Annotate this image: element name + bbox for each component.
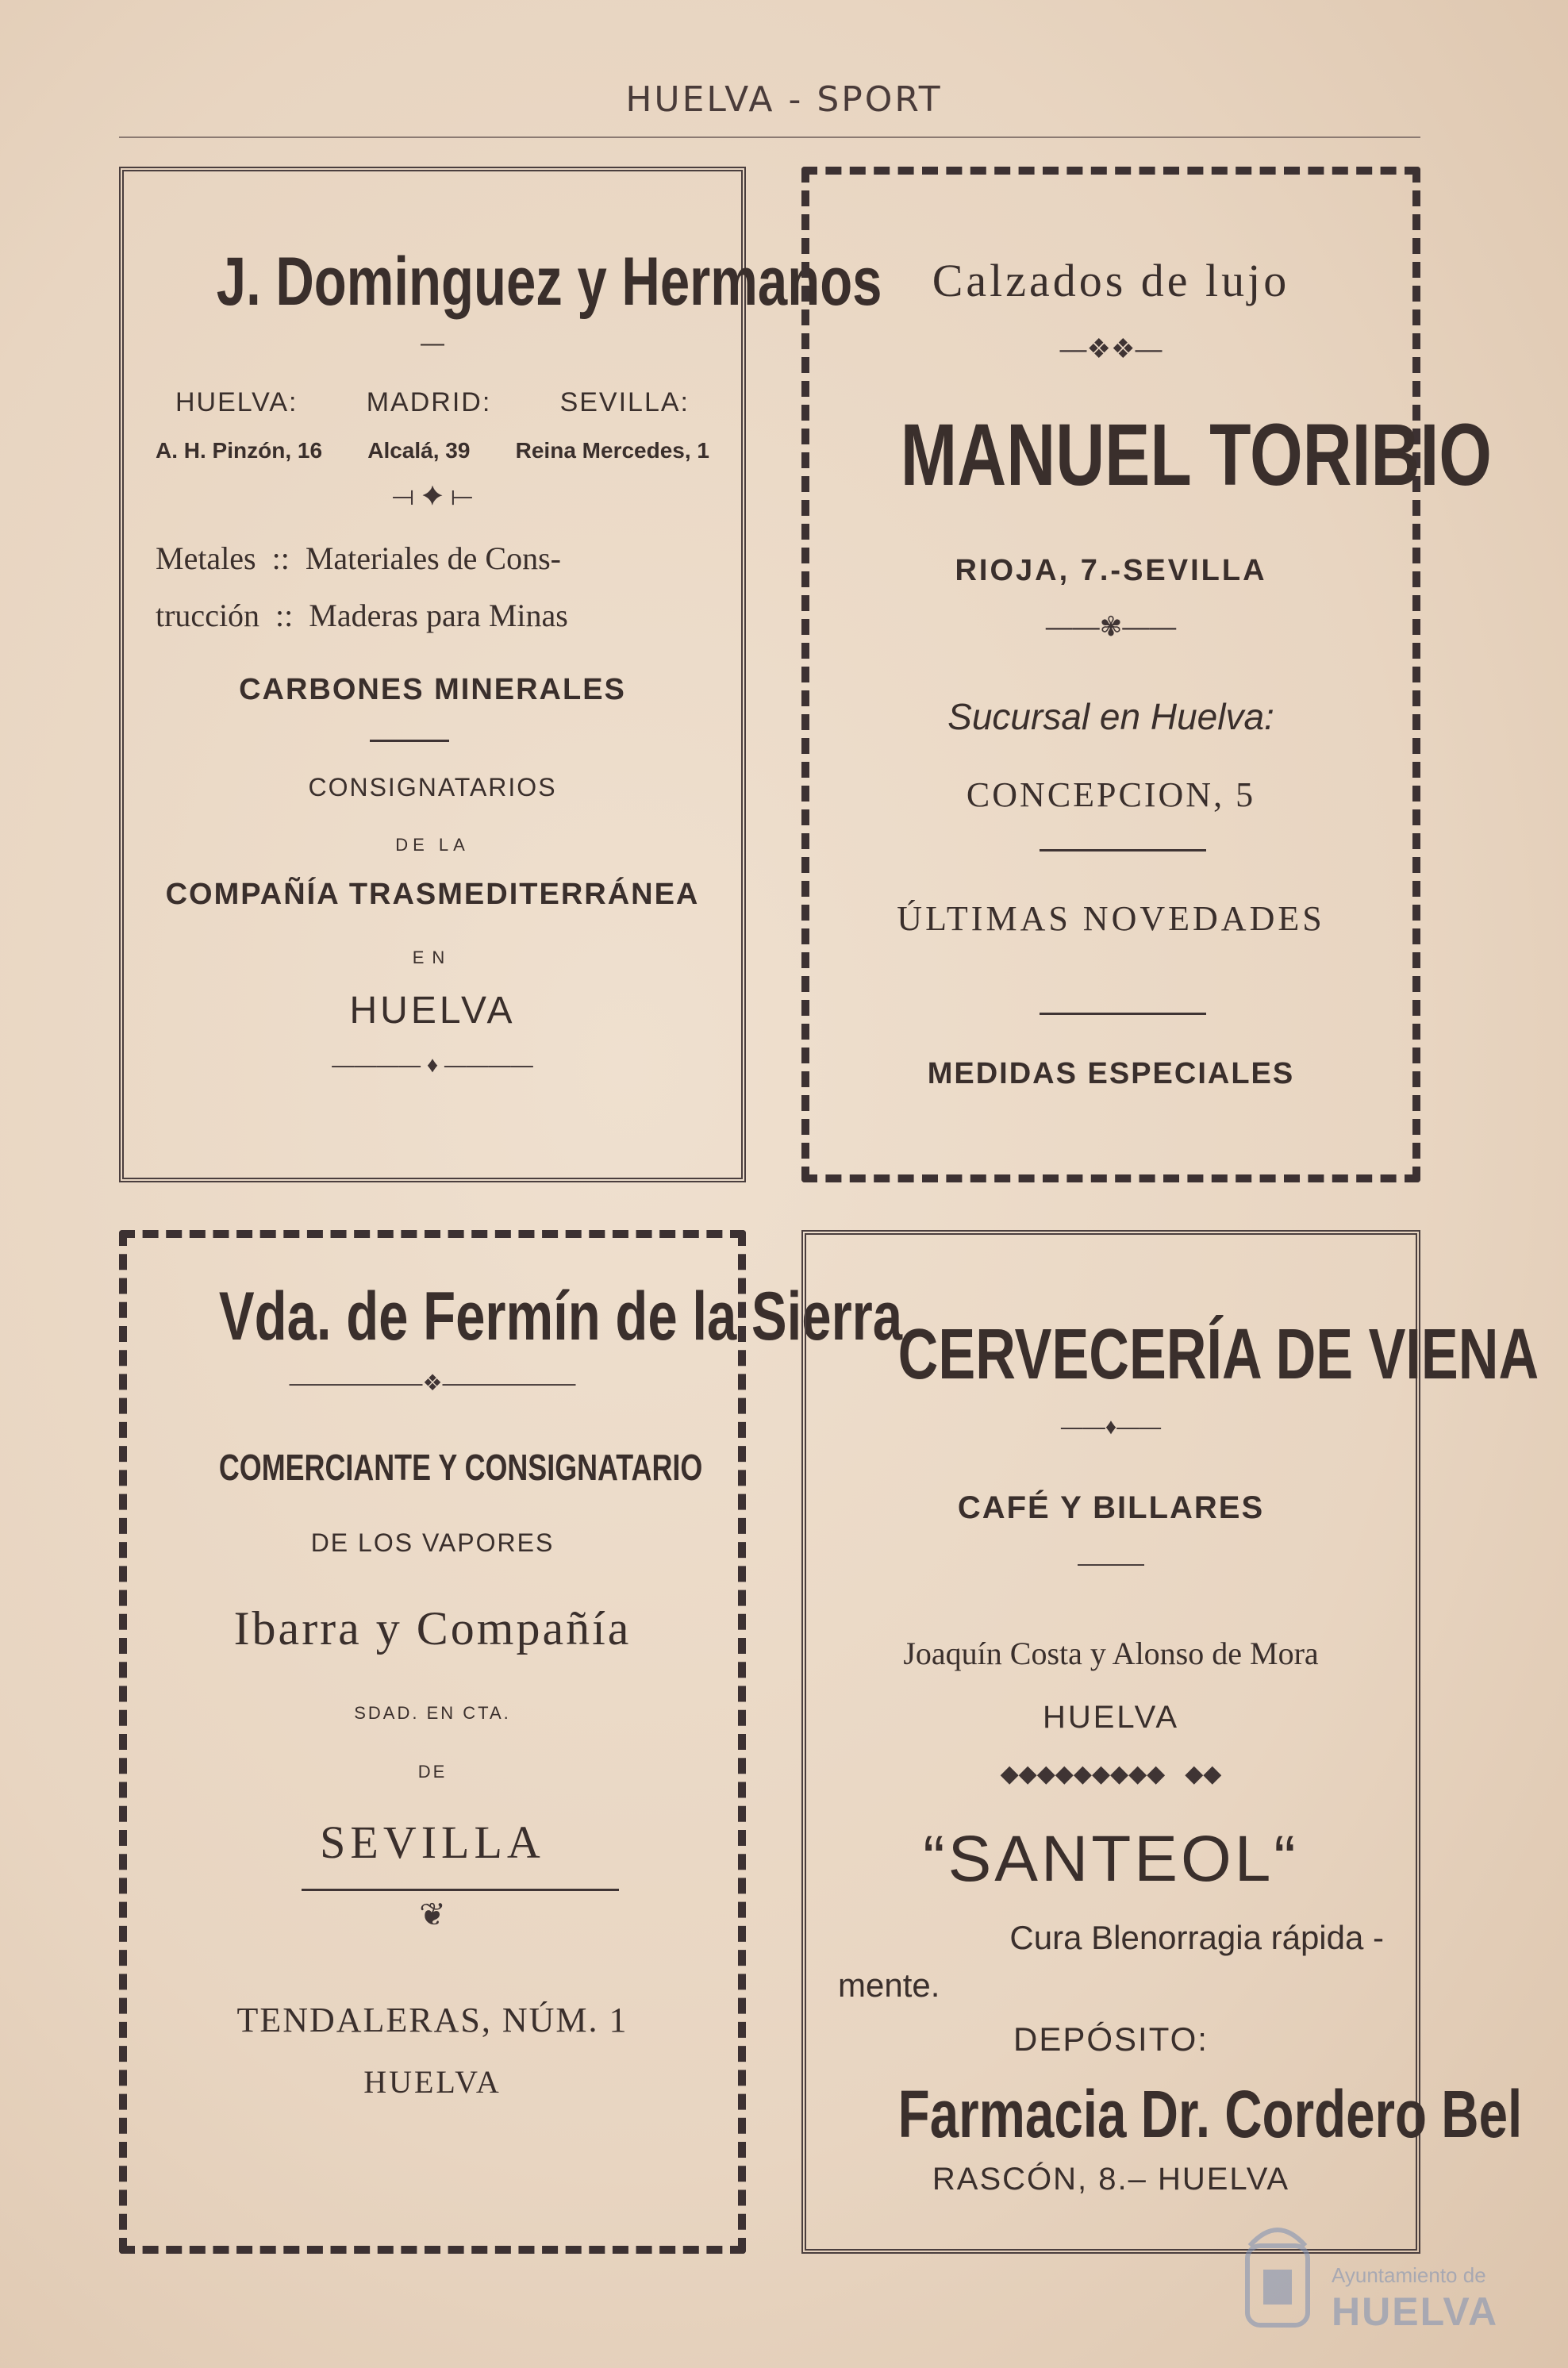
city-label: HUELVA (349, 990, 516, 1032)
bottom-ornament: ———— ♦ ———— (332, 1052, 533, 1077)
consignatarios-label: CONSIGNATARIOS (308, 773, 557, 802)
ornament-flourish: ❦ (419, 1897, 446, 1932)
short-rule (370, 740, 449, 742)
city-label: SEVILLA (320, 1816, 545, 1868)
city-label-2: HUELVA (363, 2064, 502, 2100)
metales-line: Metales :: Materiales de Cons- (156, 540, 561, 576)
sdad-label: SDAD. EN CTA. (354, 1703, 511, 1723)
branch-address: CONCEPCION, 5 (966, 775, 1256, 814)
business-name: CERVECERÍA DE VIENA (897, 1315, 1539, 1394)
ad-cerveceria (801, 1230, 1539, 2254)
ornament-divider: ——————❖—————— (289, 1370, 576, 1395)
city-sevilla: SEVILLA: (559, 387, 690, 417)
novedades-label: ÚLTIMAS NOVEDADES (897, 899, 1325, 938)
pharmacy-address: RASCÓN, 8.– HUELVA (932, 2162, 1290, 2197)
ornament-divider: ——♦—— (1060, 1414, 1162, 1439)
de-la-label: DE LA (395, 835, 470, 855)
city-huelva: HUELVA: (175, 387, 298, 417)
ornament-divider: ⟞ ✦ ⟝ (391, 481, 474, 511)
de-label: DE (417, 1762, 448, 1782)
company-name: J. Dominguez y Hermanos (216, 244, 882, 320)
tagline: Calzados de lujo (932, 255, 1290, 306)
address: RIOJA, 7.-SEVILLA (955, 554, 1267, 587)
sucursal-label: Sucursal en Huelva: (947, 696, 1274, 737)
owner-name: MANUEL TORIBIO (900, 406, 1493, 504)
stamp-line-2: HUELVA (1332, 2289, 1499, 2334)
crest-icon (1238, 2214, 1317, 2333)
cure-line-1: Cura Blenorragia rápida - (1009, 1919, 1384, 1956)
ornament-divider-2: ——✾—— (1045, 612, 1177, 642)
address-sevilla: Reina Mercedes, 1 (515, 438, 709, 463)
ornament-divider-2: ——— (1078, 1551, 1144, 1575)
subtitle: CAFÉ Y BILLARES (957, 1490, 1265, 1525)
company-name: Ibarra y Compañía (233, 1602, 632, 1655)
city-label: HUELVA (1042, 1700, 1180, 1735)
address-huelva: A. H. Pinzón, 16 (156, 438, 323, 463)
streets-line: Joaquín Costa y Alonso de Mora (903, 1636, 1319, 1671)
pharmacy-name: Farmacia Dr. Cordero Bel (897, 2077, 1523, 2151)
medidas-label: MEDIDAS ESPECIALES (927, 1057, 1295, 1090)
owner-name: Vda. de Fermín de la Sierra (218, 1278, 903, 1355)
role-label: COMERCIANTE Y CONSIGNATARIO (218, 1447, 703, 1488)
product-name: “SANTEOL“ (923, 1823, 1299, 1895)
address-madrid: Alcalá, 39 (367, 438, 471, 463)
stamp-line-1: Ayuntamiento de (1332, 2263, 1486, 2287)
compania-label: COMPAÑÍA TRASMEDITERRÁNEA (165, 878, 700, 911)
en-label: EN (412, 948, 453, 967)
rule-2 (1040, 1013, 1206, 1015)
cure-line-2: mente. (838, 1966, 940, 2004)
chain-divider: ◆◆◆◆◆◆◆◆◆ ◆◆ (1000, 1761, 1222, 1787)
construccion-line: trucción :: Maderas para Minas (156, 598, 568, 633)
ad-toribio (801, 167, 1493, 1182)
rule-1 (1040, 849, 1206, 851)
header-rule (119, 136, 1420, 138)
archive-stamp (1238, 2206, 1539, 2341)
rule-1 (302, 1889, 619, 1891)
company-dash: — (421, 330, 444, 356)
city-madrid: MADRID: (366, 387, 492, 417)
ornament-divider: —❖❖— (1059, 334, 1163, 364)
carbones-label: CARBONES MINERALES (239, 673, 626, 706)
addresses-row (156, 438, 709, 463)
street-address: TENDALERAS, NÚM. 1 (236, 2001, 628, 2039)
ad-dominguez (119, 167, 882, 1182)
vapores-label: DE LOS VAPORES (310, 1528, 555, 1557)
cities-row (156, 387, 709, 418)
deposito-label: DEPÓSITO: (1013, 2020, 1209, 2058)
page-header: HUELVA - SPORT (625, 79, 943, 120)
